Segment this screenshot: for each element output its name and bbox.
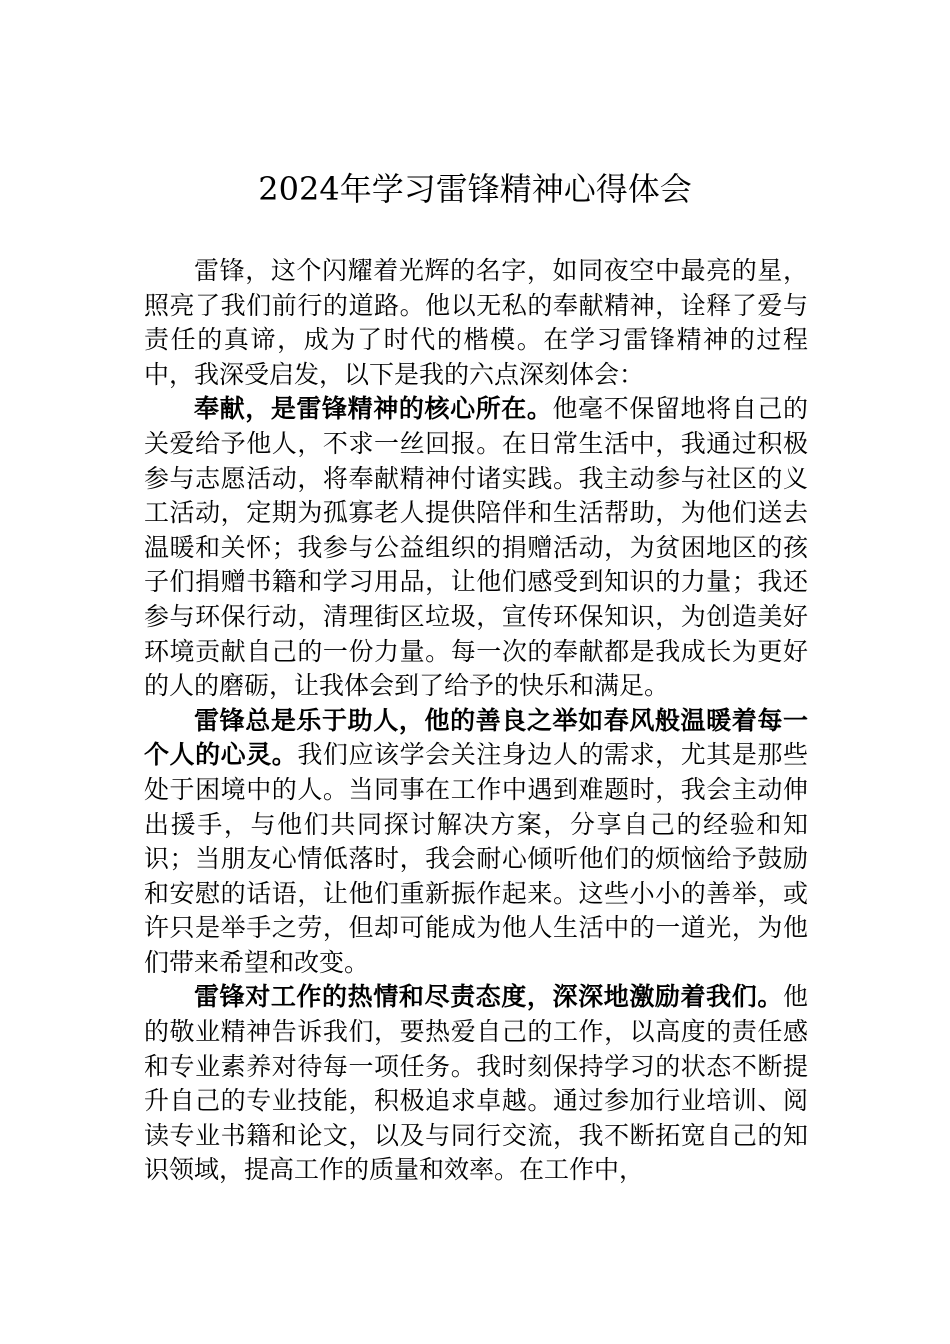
paragraph-text: 他毫不保留地将自己的关爱给予他人，不求一丝回报。在日常生活中，我通过积极参与志愿活动，将奉献精神付诸实践。我主动参与社区的义工活动，定期为孤寡老人提供陪伴和生活帮助，为他们送去温暖和关怀；我参与公益组织的捐赠活动，为贫困地区的孩子们捐赠书籍和学习用品，让他们感受到知识的力量；我还参与环保行动，清理街区垃圾，宣传环保知识，为创造美好环境贡献自己的一份力量。每一次的奉献都是我成长为更好的人的磨砺，让我体会到了给予的快乐和满足。	[144, 394, 808, 701]
paragraph-text: 他的敬业精神告诉我们，要热爱自己的工作，以高度的责任感和专业素养对待每一项任务。我时刻保持学习的状态不断提升自己的专业技能，积极追求卓越。通过参加行业培训、阅读专业书籍和论文，以及与同行交流，我不断拓宽自己的知识领域，提高工作的质量和效率。在工作中，	[144, 982, 808, 1185]
document-body	[144, 254, 808, 1188]
paragraph-lead: 雷锋总是乐于助人，他的善良之举如春风般温暖着每一个人的心灵。	[144, 705, 808, 770]
paragraph-lead: 雷锋对工作的热情和尽责态度，深深地激励着我们。	[194, 982, 783, 1012]
document-title: 2024年学习雷锋精神心得体会	[258, 170, 692, 208]
paragraph-dedication	[144, 392, 808, 703]
paragraph-intro	[144, 254, 808, 392]
paragraph-helping-others	[144, 704, 808, 981]
paragraph-work-attitude	[144, 980, 808, 1188]
paragraph-lead: 奉献，是雷锋精神的核心所在。	[194, 394, 553, 424]
paragraph-text: 我们应该学会关注身边人的需求，尤其是那些处于困境中的人。当同事在工作中遇到难题时，我会主动伸出援手，与他们共同探讨解决方案，分享自己的经验和知识；当朋友心情低落时，我会耐心倾听他们的烦恼给予鼓励和安慰的话语，让他们重新振作起来。这些小小的善举，或许只是举手之劳，但却可能成为他人生活中的一道光，为他们带来希望和改变。	[144, 740, 808, 977]
paragraph-text: 雷锋，这个闪耀着光辉的名字，如同夜空中最亮的星，照亮了我们前行的道路。他以无私的奉献精神，诠释了爱与责任的真谛，成为了时代的楷模。在学习雷锋精神的过程中，我深受启发，以下是我的六点深刻体会：	[144, 256, 808, 389]
